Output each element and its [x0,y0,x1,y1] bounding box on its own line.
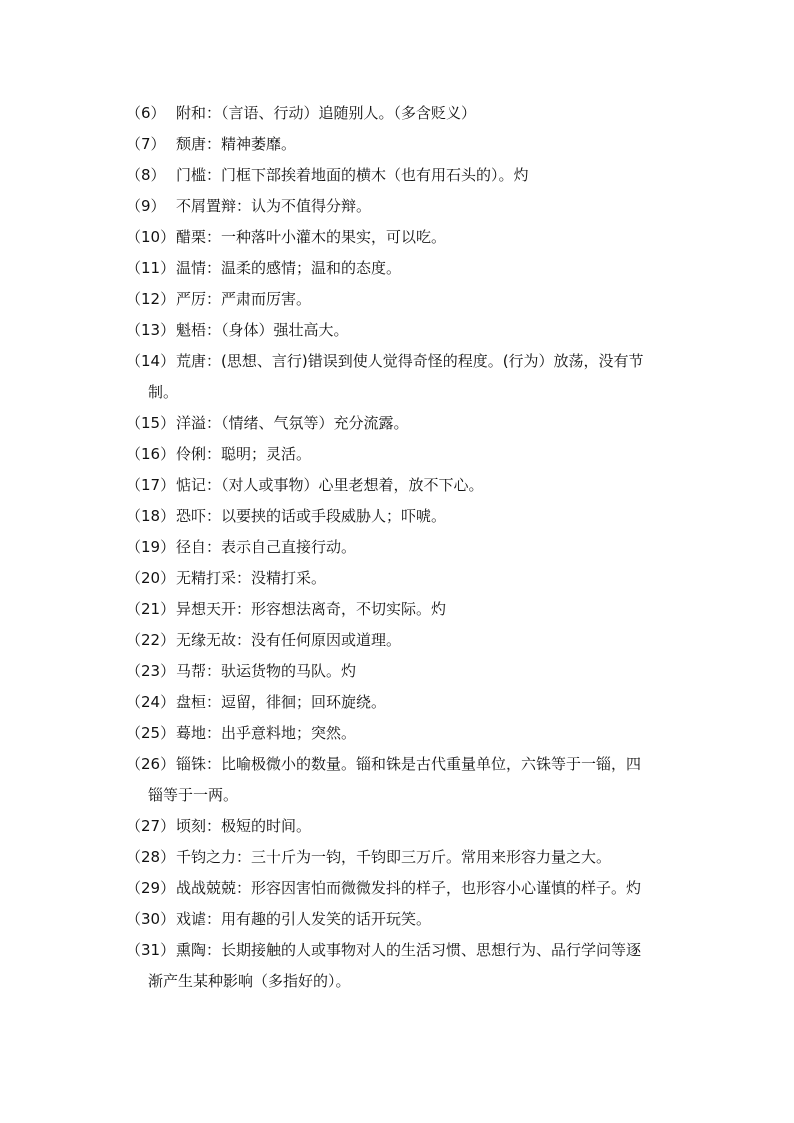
item-number: （16） [126,445,176,463]
item-number: （26） [126,755,176,773]
list-item [126,160,678,191]
item-text: 蓦地：出乎意料地；突然。 [176,724,357,742]
item-text: 战战兢兢：形容因害怕而微微发抖的样子，也形容小心谨慎的样子。灼 [176,879,642,897]
item-number: （25） [126,724,176,742]
item-text: 门槛：门框下部挨着地面的横木（也有用石头的）。灼 [176,166,529,184]
list-item [126,687,678,718]
item-text: 无缘无故：没有任何原因或道理。 [176,631,402,649]
item-number: （17） [126,476,176,494]
item-number: （8） [126,166,166,184]
item-number: （15） [126,414,176,432]
item-number: （6） [126,104,166,122]
item-number: （30） [126,910,176,928]
list-item [126,222,678,253]
item-number: （19） [126,538,176,556]
item-text: 荒唐：(思想、言行)错误到使人觉得奇怪的程度。(行为）放荡，没有节 [176,352,644,370]
item-text-continued: 锱等于一两。 [148,786,239,804]
item-text: 温情：温柔的感情；温和的态度。 [176,259,402,277]
list-item [126,439,678,470]
item-text: 附和：（言语、行动）追随别人。（多含贬义） [176,104,477,122]
item-text: 顷刻：极短的时间。 [176,817,312,835]
list-item [126,129,678,160]
list-item [126,842,678,873]
list-item [126,532,678,563]
list-item [126,346,678,408]
list-item [126,625,678,656]
list-item [126,191,678,222]
item-number: （22） [126,631,176,649]
list-item [126,935,678,997]
list-item [126,501,678,532]
item-text: 径自：表示自己直接行动。 [176,538,357,556]
list-item [126,284,678,315]
item-number: （23） [126,662,176,680]
list-item [126,98,678,129]
item-text: 严厉：严肃而厉害。 [176,290,312,308]
item-text: 盘桓：逗留，徘徊；回环旋绕。 [176,693,387,711]
item-text: 不屑置辩：认为不值得分辩。 [176,197,372,215]
item-number: （12） [126,290,176,308]
item-number: （31） [126,941,176,959]
item-text: 戏谑：用有趣的引人发笑的话开玩笑。 [176,910,432,928]
item-number: （27） [126,817,176,835]
item-number: （21） [126,600,176,618]
item-text: 马帮：驮运货物的马队。灼 [176,662,357,680]
vocabulary-list [126,98,678,997]
item-text: 颓唐：精神萎靡。 [176,135,297,153]
item-text: 异想天开：形容想法离奇，不切实际。灼 [176,600,447,618]
item-text: 千钧之力：三十斤为一钧，千钧即三万斤。常用来形容力量之大。 [176,848,612,866]
list-item [126,904,678,935]
item-text: 熏陶：长期接触的人或事物对人的生活习惯、思想行为、品行学问等逐 [176,941,642,959]
list-item [126,656,678,687]
item-number: （24） [126,693,176,711]
item-text: 魁梧：（身体）强壮高大。 [176,321,349,339]
item-text: 伶俐：聪明；灵活。 [176,445,312,463]
list-item [126,718,678,749]
item-text: 锱铢：比喻极微小的数量。锱和铢是古代重量单位，六铢等于一锱，四 [176,755,642,773]
item-number: （18） [126,507,176,525]
item-number: （29） [126,879,176,897]
item-number: （11） [126,259,176,277]
item-number: （14） [126,352,176,370]
item-number: （13） [126,321,176,339]
item-text: 惦记：（对人或事物）心里老想着，放不下心。 [176,476,484,494]
item-number: （20） [126,569,176,587]
list-item [126,253,678,284]
list-item [126,873,678,904]
list-item [126,563,678,594]
list-item [126,315,678,346]
list-item [126,749,678,811]
item-text-continued: 制。 [148,383,179,401]
list-item [126,408,678,439]
item-text: 洋溢：（情绪、气氛等）充分流露。 [176,414,409,432]
item-number: （28） [126,848,176,866]
list-item [126,811,678,842]
item-text: 醋栗：一种落叶小灌木的果实，可以吃。 [176,228,447,246]
item-number: （10） [126,228,176,246]
list-item [126,594,678,625]
item-number: （9） [126,197,166,215]
item-text: 恐吓：以要挟的话或手段威胁人；吓唬。 [176,507,447,525]
list-item [126,470,678,501]
item-number: （7） [126,135,166,153]
item-text-continued: 渐产生某种影响（多指好的）。 [148,972,351,990]
item-text: 无精打采：没精打采。 [176,569,327,587]
